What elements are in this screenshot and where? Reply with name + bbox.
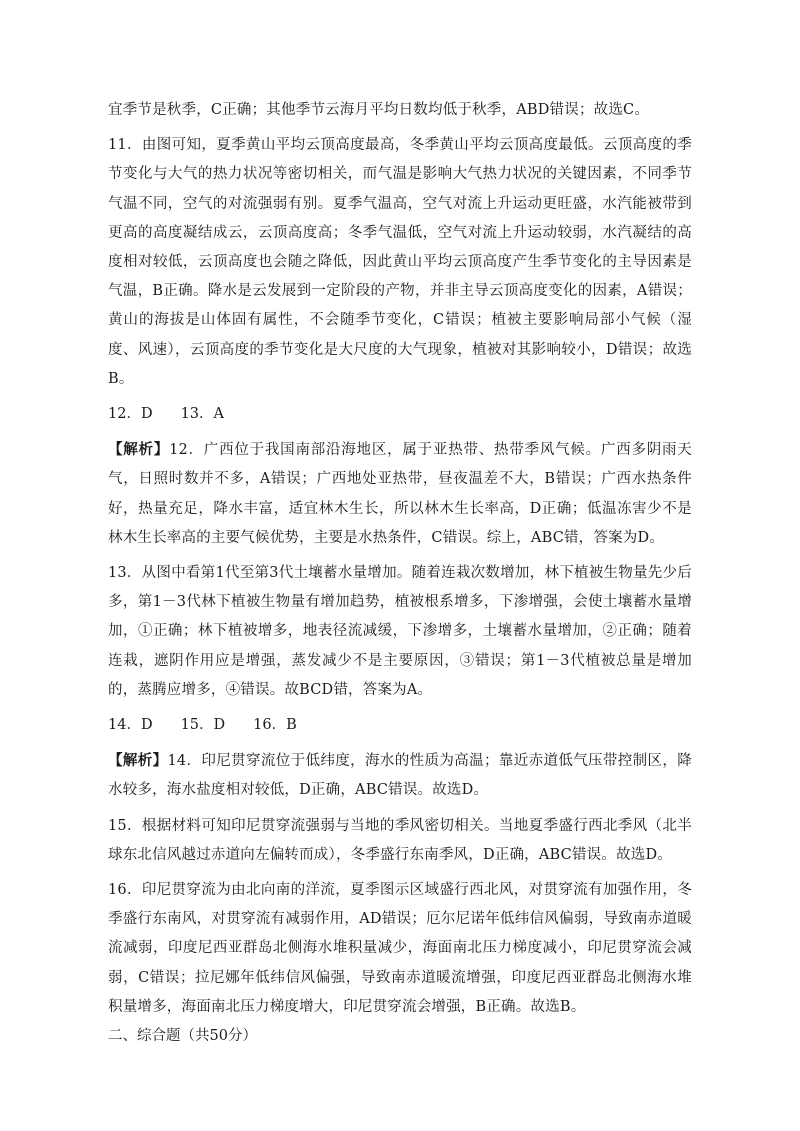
answer-15: 15．D <box>180 717 226 734</box>
q15-explanation: 15．根据材料可知印尼贯穿流强弱与当地的季风密切相关。当地夏季盛行西北季风（北半球东北信风越过赤道向左偏转而成），冬季盛行东南季风，D正确，ABC错误。故选D。 <box>108 817 692 863</box>
q13-explanation: 13．从图中看第1代至第3代土壤蓄水量增加。随着连栽次数增加，林下植被生物量先少后多，第1－3代林下植被生物量有增加趋势，植被根系增多，下渗增强，会使土壤蓄水量增加，①正确；林下植被增多，地表径流减缓，下渗增多，土壤蓄水量增加，②正确；随着连栽，遮阴作用应是增强，蒸发减少不是主要原因，③错误；第1－3代植被总量是增加的，蒸腾应增多，④错误。故BCD错，答案为A。 <box>108 565 692 698</box>
q14-text: 14．印尼贯穿流位于低纬度，海水的性质为高温；靠近赤道低气压带控制区，降水较多，海水盐度相对较低，D正确，ABC错误。故选D。 <box>108 753 692 799</box>
analysis-tag: 【解析】 <box>108 441 170 459</box>
answer-16: 16．B <box>253 717 297 734</box>
q12-text: 12．广西位于我国南部沿海地区，属于亚热带、热带季风气候。广西多阴雨天气，日照时数并不多，A错误；广西地处亚热带，昼夜温差不大，B错误；广西水热条件好，热量充足，降水丰富，适宜林木生长，所以林木生长率高，D正确；低温冻害少不是林木生长率高的主要气候优势，主要是水热条件，C错误。综上，ABC错，答案为D。 <box>108 442 692 546</box>
answer-line-14-16 <box>108 711 692 740</box>
q12-explanation <box>108 435 692 553</box>
q10-continuation: 宜季节是秋季，C正确；其他季节云海月平均日数均低于秋季，ABD错误；故选C。 <box>108 102 650 118</box>
q11-explanation: 11．由图可知，夏季黄山平均云顶高度最高，冬季黄山平均云顶高度最低。云顶高度的季节变化与大气的热力状况等密切相关，而气温是影响大气热力状况的关键因素，不同季节气温不同，空气的对流强弱有别。夏季气温高，空气对流上升运动更旺盛，水汽能被带到更高的高度凝结成云，云顶高度高；冬季气温低，空气对流上升运动较弱，水汽凝结的高度相对较低，云顶高度也会随之降低，因此黄山平均云顶高度产生季节变化的主导因素是气温，B正确。降水是云发展到一定阶段的产物，并非主导云顶高度变化的因素，A错误；黄山的海拔是山体固有属性，不会随季节变化，C错误；植被主要影响局部小气候（湿度、风速），云顶高度的季节变化是大尺度的大气现象，植被对其影响较小，D错误；故选B。 <box>108 137 692 387</box>
section-heading: 二、综合题（共50分） <box>108 1028 257 1045</box>
document-page <box>108 96 692 1051</box>
answer-14: 14．D <box>108 717 153 734</box>
answer-12: 12．D <box>108 406 153 423</box>
q14-explanation <box>108 746 692 805</box>
answer-13: 13．A <box>180 406 225 423</box>
answer-line-12-13 <box>108 400 692 429</box>
analysis-tag-2: 【解析】 <box>108 752 168 770</box>
q16-explanation: 16．印尼贯穿流为由北向南的洋流，夏季图示区域盛行西北风，对贯穿流有加强作用，冬季盛行东南风，对贯穿流有减弱作用，AD错误；厄尔尼诺年低纬信风偏弱，导致南赤道暖流减弱，印度尼西亚群岛北侧海水堆积量减少，海面南北压力梯度减小，印尼贯穿流会减弱，C错误；拉尼娜年低纬信风偏强，导致南赤道暖流增强，印度尼西亚群岛北侧海水堆积量增多，海面南北压力梯度增大，印尼贯穿流会增强，B正确。故选B。 <box>108 882 692 1015</box>
